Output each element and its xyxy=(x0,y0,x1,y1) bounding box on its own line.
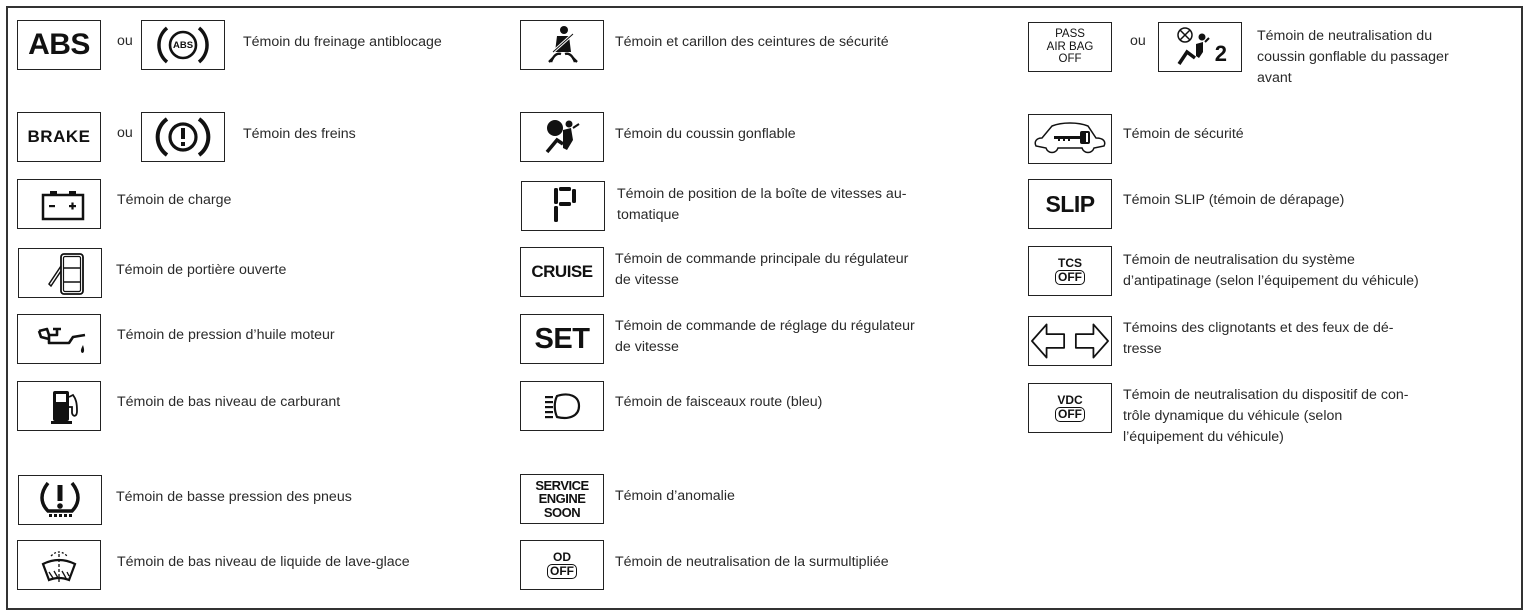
abs-text-icon: ABS xyxy=(17,20,101,70)
item-label: Témoin SLIP (témoin de dérapage) xyxy=(1123,192,1345,208)
tire-pressure-icon xyxy=(18,475,102,525)
cruise-text-icon: CRUISE xyxy=(520,247,604,297)
item-label: Témoin du freinage antiblocage xyxy=(243,34,442,50)
item-label: Témoin d’anomalie xyxy=(615,488,735,504)
item-label: Témoin de neutralisation du coussin gonflable du passager avant xyxy=(1257,28,1449,86)
seatbelt-icon xyxy=(520,20,604,70)
or-connector: ou xyxy=(117,33,133,49)
security-car-key-icon xyxy=(1028,114,1112,164)
set-text-icon: SET xyxy=(520,314,604,364)
item-label: Témoin de neutralisation du système d’antipatinage (selon l’équipement du véhicule) xyxy=(1123,252,1419,289)
high-beam-icon xyxy=(520,381,604,431)
item-label: Témoin de bas niveau de liquide de lave-glace xyxy=(117,554,410,570)
brake-text-icon: BRAKE xyxy=(17,112,101,162)
tcs-off-icon: TCS OFF xyxy=(1028,246,1112,296)
passenger-airbag-off-icon: 2 xyxy=(1158,22,1242,72)
brake-circle-icon xyxy=(141,112,225,162)
warning-lights-table xyxy=(6,6,1523,610)
item-label: Témoin de basse pression des pneus xyxy=(116,489,352,505)
item-label: Témoin de charge xyxy=(117,192,232,208)
park-indicator-icon xyxy=(521,181,605,231)
item-label: Témoin de faisceaux route (bleu) xyxy=(615,394,823,410)
airbag-icon xyxy=(520,112,604,162)
fuel-pump-icon xyxy=(17,381,101,431)
item-label: Témoin de commande de réglage du régulateur de vitesse xyxy=(615,318,915,355)
item-label: Témoins des clignotants et des feux de dé- tresse xyxy=(1123,320,1394,357)
item-label: Témoin du coussin gonflable xyxy=(615,126,796,142)
item-label: Témoin de position de la boîte de vitesses au- tomatique xyxy=(617,186,907,223)
battery-icon xyxy=(17,179,101,229)
item-label: Témoin de neutralisation du dispositif de con- trôle dynamique du véhicule (selon l’équipement du véhicule) xyxy=(1123,387,1409,445)
item-label: Témoin de pression d’huile moteur xyxy=(117,327,335,343)
item-label: Témoin de commande principale du régulateur de vitesse xyxy=(615,251,909,288)
or-connector: ou xyxy=(117,125,133,141)
or-connector: ou xyxy=(1130,33,1146,49)
washer-fluid-icon xyxy=(17,540,101,590)
door-open-icon xyxy=(18,248,102,298)
item-label: Témoin des freins xyxy=(243,126,356,142)
oil-can-icon xyxy=(17,314,101,364)
service-engine-soon-icon: SERVICE ENGINE SOON xyxy=(520,474,604,524)
item-label: Témoin de sécurité xyxy=(1123,126,1244,142)
item-label: Témoin de portière ouverte xyxy=(116,262,287,278)
item-label: Témoin de neutralisation de la surmultipliée xyxy=(615,554,889,570)
od-off-icon: OD OFF xyxy=(520,540,604,590)
abs-circle-icon: ABS xyxy=(141,20,225,70)
turn-signals-icon xyxy=(1028,316,1112,366)
pass-airbag-off-text-icon: PASS AIR BAG OFF xyxy=(1028,22,1112,72)
vdc-off-icon: VDC OFF xyxy=(1028,383,1112,433)
item-label: Témoin et carillon des ceintures de sécurité xyxy=(615,34,889,50)
slip-text-icon: SLIP xyxy=(1028,179,1112,229)
item-label: Témoin de bas niveau de carburant xyxy=(117,394,341,410)
